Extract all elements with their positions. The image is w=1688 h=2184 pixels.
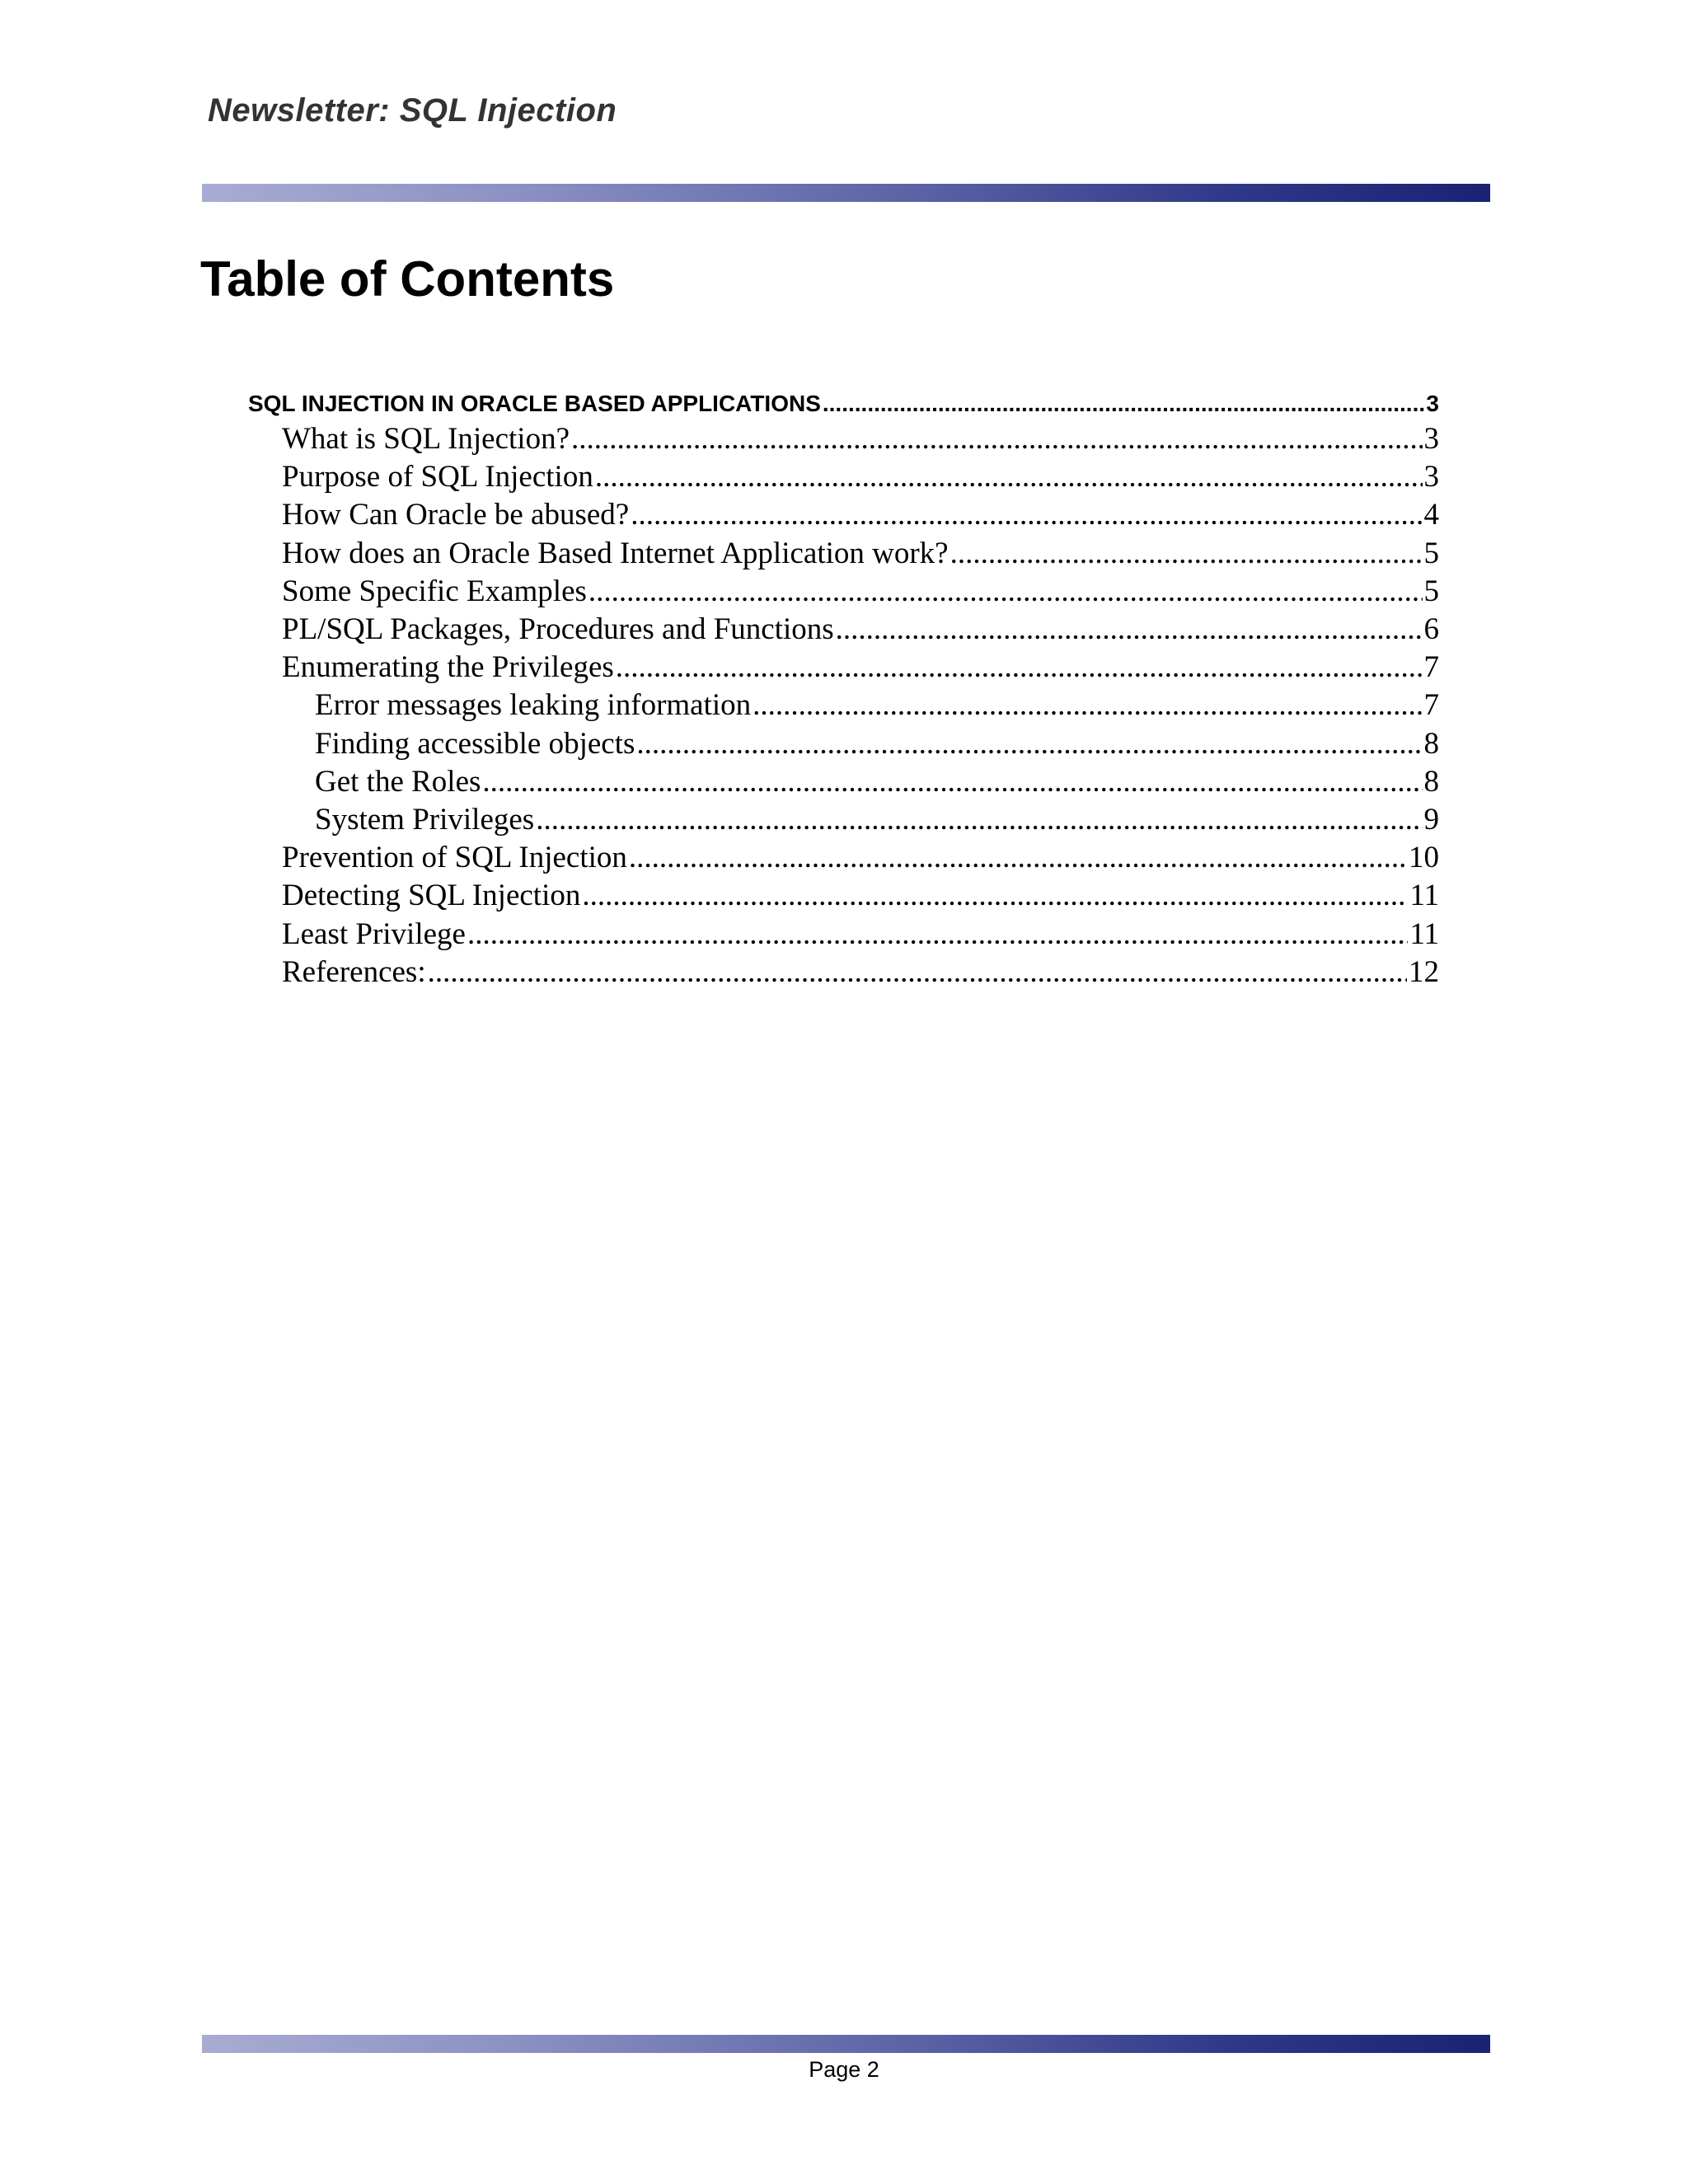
toc-entry-page: 4 <box>1423 498 1439 532</box>
toc-entry-page: 11 <box>1409 879 1439 913</box>
header-rule <box>202 184 1490 202</box>
toc-dot-leader <box>428 954 1407 990</box>
toc-heading: Table of Contents <box>200 251 615 307</box>
toc-entry[interactable] <box>282 878 1439 913</box>
toc-entry[interactable] <box>282 612 1439 647</box>
toc-entry[interactable] <box>315 726 1439 762</box>
toc-entry[interactable] <box>315 687 1439 723</box>
toc-entry-label: Least Privilege <box>282 916 466 951</box>
toc-dot-leader <box>636 726 1422 762</box>
toc-entry[interactable] <box>282 497 1439 532</box>
toc-entry-label: Error messages leaking information <box>315 688 752 723</box>
toc-dot-leader <box>836 612 1423 647</box>
toc-dot-leader <box>482 764 1422 799</box>
header-title: Newsletter: SQL Injection <box>208 92 617 129</box>
toc-entry-label: Get the Roles <box>315 764 481 799</box>
toc-entry[interactable] <box>248 391 1439 417</box>
toc-dot-leader <box>753 687 1422 723</box>
toc-entry-label: Enumerating the Privileges <box>282 650 614 685</box>
toc-entry-page: 12 <box>1409 954 1439 989</box>
toc-entry-page: 3 <box>1423 422 1439 456</box>
toc-entry-page: 7 <box>1423 650 1439 685</box>
toc-entry-page: 5 <box>1423 574 1439 608</box>
footer-page-number: Page 2 <box>809 2057 879 2082</box>
toc-dot-leader <box>823 391 1425 417</box>
toc-entry-page: 9 <box>1423 803 1439 837</box>
toc-entry-page: 5 <box>1423 536 1439 570</box>
toc-entry-page: 10 <box>1409 841 1439 875</box>
footer-rule <box>202 2035 1490 2053</box>
toc-dot-leader <box>631 497 1422 532</box>
toc-entry-label: How does an Oracle Based Internet Application work? <box>282 536 949 570</box>
toc-entry-label: Some Specific Examples <box>282 574 587 608</box>
toc-dot-leader <box>588 574 1423 609</box>
toc-entry-label: PL/SQL Packages, Procedures and Functions <box>282 612 834 646</box>
toc-entry[interactable] <box>282 459 1439 494</box>
toc-dot-leader <box>595 459 1423 494</box>
toc-entry-label: Detecting SQL Injection <box>282 879 581 913</box>
toc-entry[interactable] <box>282 840 1439 875</box>
toc-entry-label: SQL INJECTION IN ORACLE BASED APPLICATIONS <box>248 391 821 416</box>
toc-entry-page: 3 <box>1426 391 1439 416</box>
toc-entry-page: 6 <box>1423 612 1439 646</box>
toc-dot-leader <box>467 916 1408 952</box>
toc-dot-leader <box>582 878 1408 913</box>
toc-entry-label: System Privileges <box>315 803 535 837</box>
toc-entry[interactable] <box>282 421 1439 457</box>
toc-entry[interactable] <box>315 764 1439 799</box>
toc-entry-page: 8 <box>1423 726 1439 761</box>
toc-entry[interactable] <box>282 954 1439 990</box>
toc-entry[interactable] <box>282 536 1439 571</box>
toc-dot-leader <box>950 536 1423 571</box>
toc-entry[interactable] <box>282 649 1439 685</box>
toc-entry-page: 7 <box>1423 688 1439 723</box>
toc-entry-page: 3 <box>1423 460 1439 494</box>
toc-entry-label: How Can Oracle be abused? <box>282 498 630 532</box>
toc-dot-leader <box>536 802 1422 837</box>
toc-dot-leader <box>616 649 1423 685</box>
toc-entry-page: 8 <box>1423 764 1439 799</box>
toc-entry-label: Prevention of SQL Injection <box>282 841 627 875</box>
toc-entry[interactable] <box>282 916 1439 952</box>
toc-entry-label: Finding accessible objects <box>315 726 635 761</box>
toc-entry[interactable] <box>315 802 1439 837</box>
toc-entry-page: 11 <box>1409 916 1439 951</box>
toc-entry-label: References: <box>282 954 426 989</box>
toc-entry[interactable] <box>282 574 1439 609</box>
toc-entry-label: What is SQL Injection? <box>282 422 570 456</box>
toc-dot-leader <box>571 421 1422 457</box>
toc-dot-leader <box>629 840 1407 875</box>
toc-entry-label: Purpose of SQL Injection <box>282 460 593 494</box>
